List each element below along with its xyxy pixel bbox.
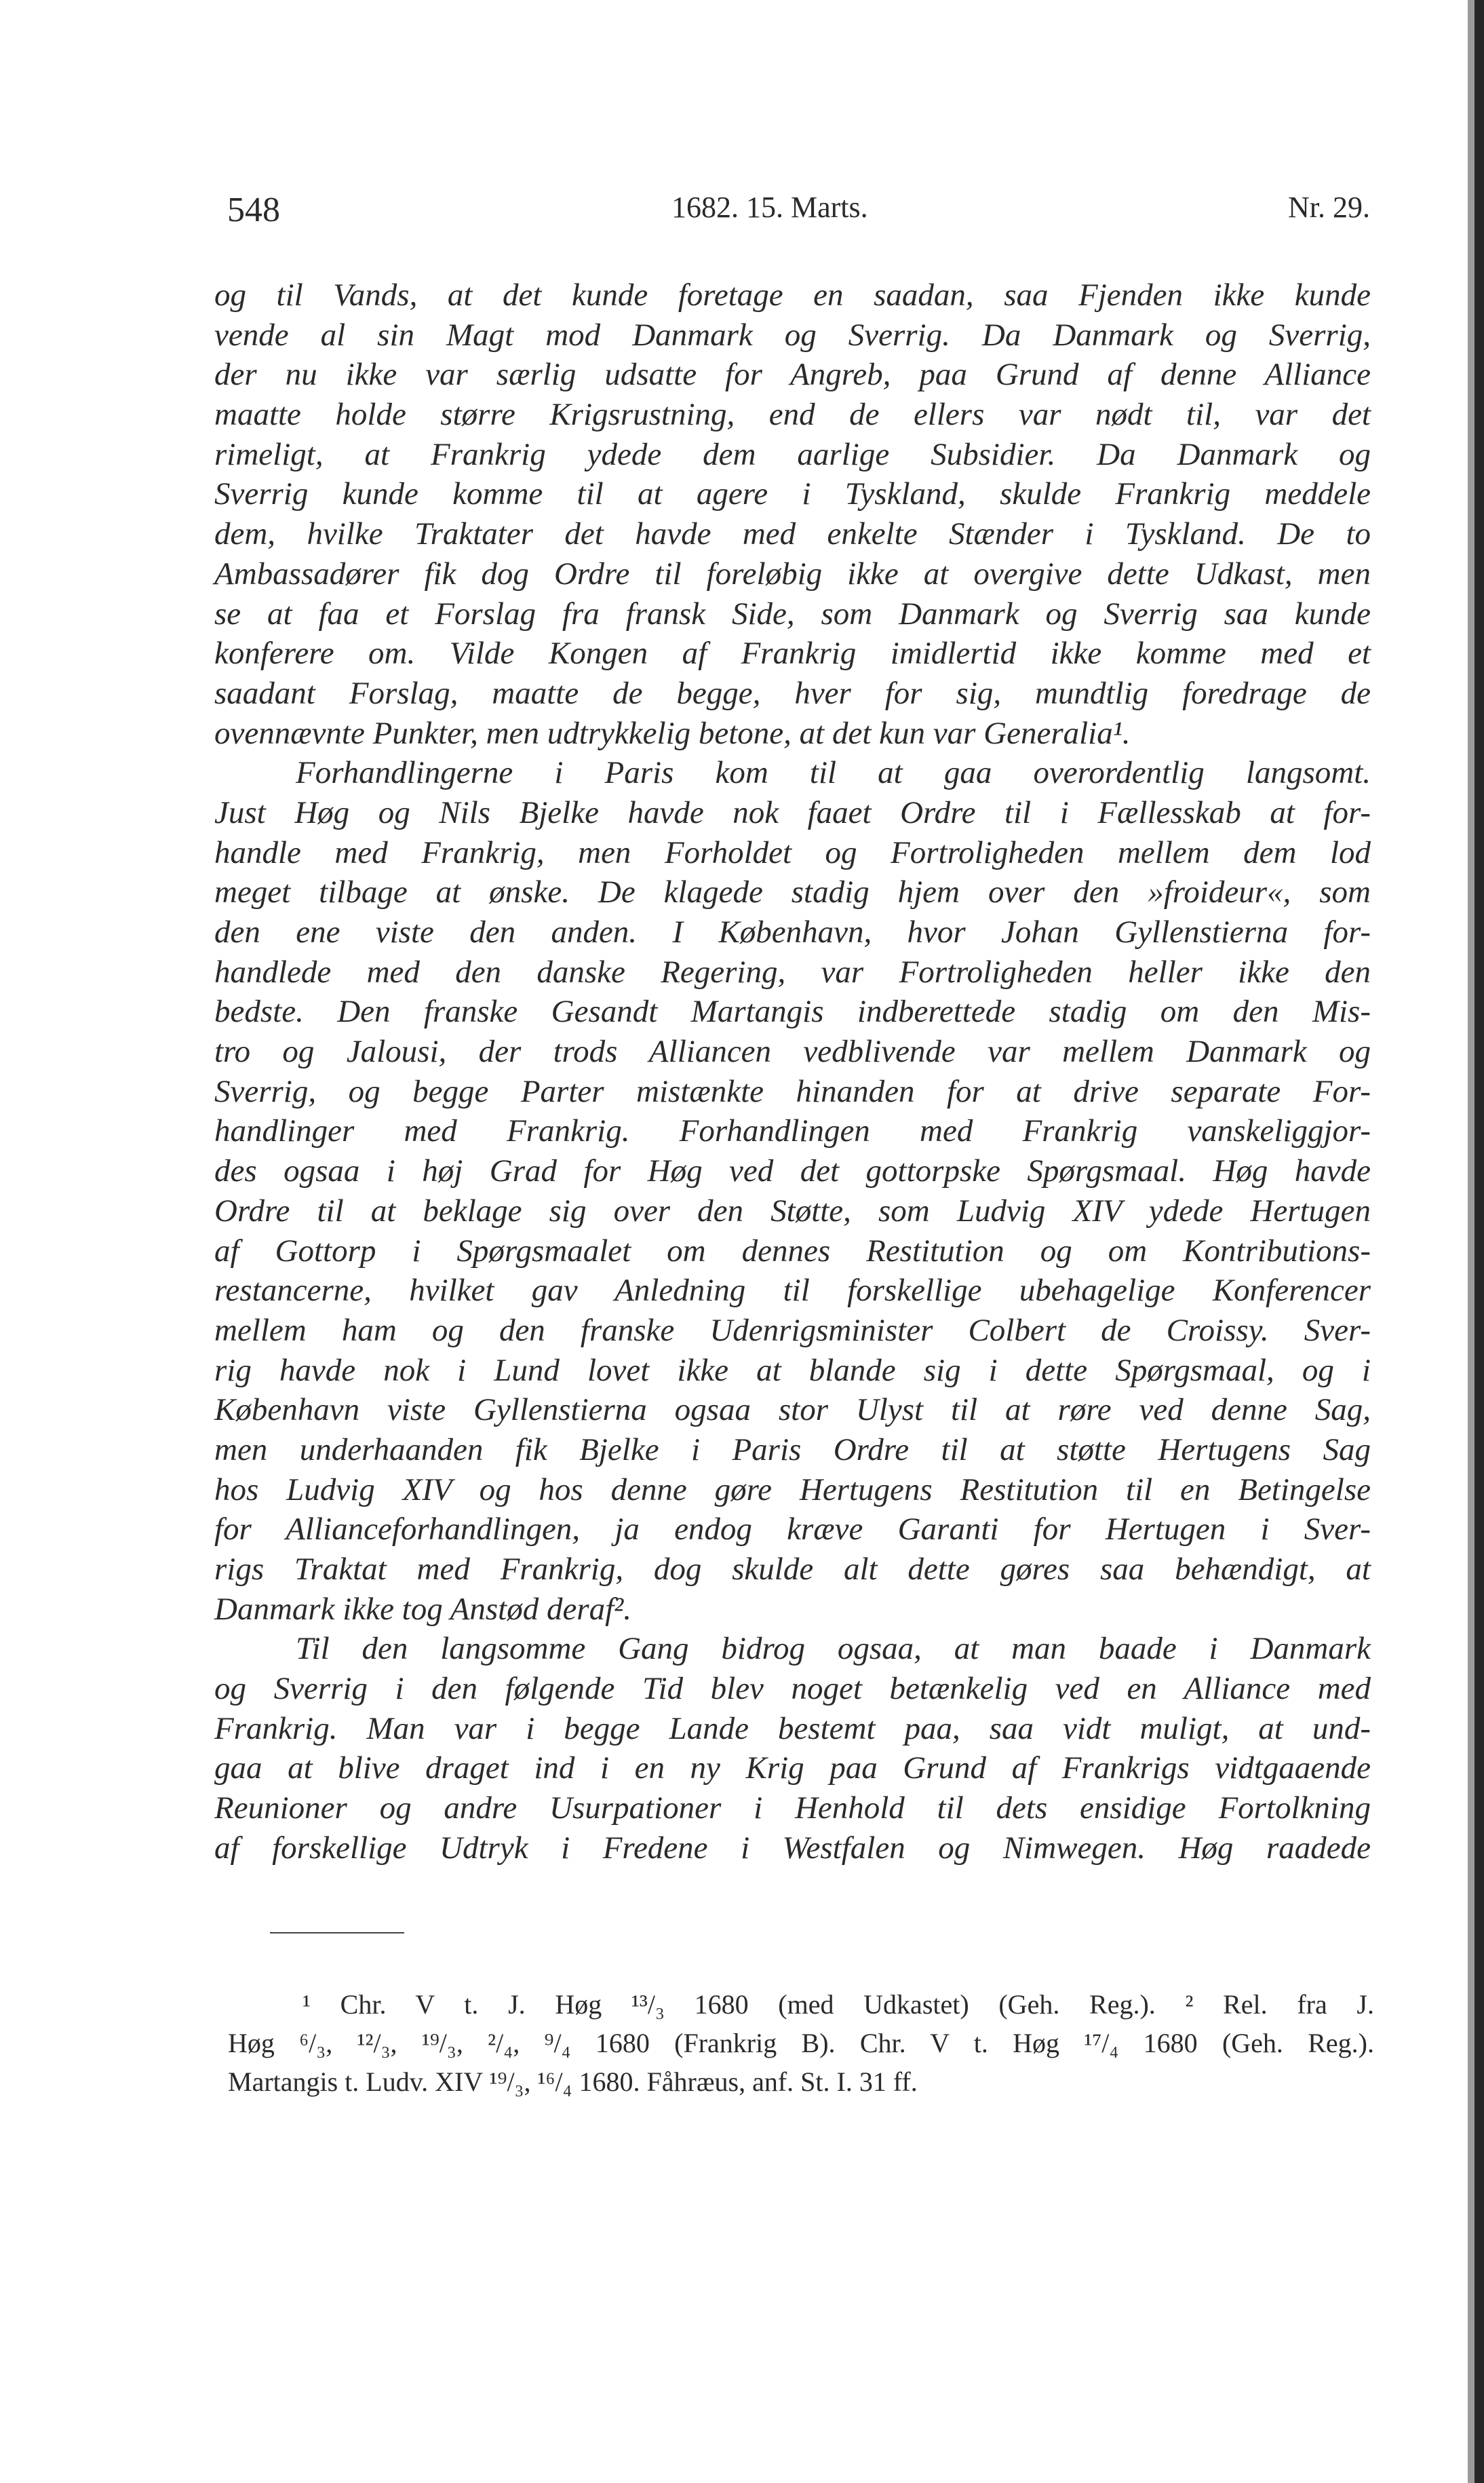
page-edge <box>1475 0 1484 2483</box>
text-line: der nu ikke var særlig udsatte for Angreb, paa Grund af denne Alliance <box>214 357 1371 393</box>
text-line: se at faa et Forslag fra fransk Side, som Danmark og Sverrig saa kunde <box>214 596 1371 632</box>
text-line: Sverrig, og begge Parter mistænkte hinanden for at drive separate For- <box>214 1073 1371 1109</box>
text-line: den ene viste den anden. I København, hvor Johan Gyllenstierna for- <box>214 915 1371 950</box>
text-line: gaa at blive draget ind i en ny Krig paa Grund af Frankrigs vidtgaaende <box>214 1750 1371 1786</box>
body-text <box>214 275 1371 1868</box>
text-line: København viste Gyllenstierna ogsaa stor Ulyst til at røre ved denne Sag, <box>214 1392 1371 1428</box>
text-line: Just Høg og Nils Bjelke havde nok faaet Ordre til i Fællesskab at for- <box>214 794 1371 830</box>
text-line: konferere om. Vilde Kongen af Frankrig imidlertid ikke komme med et <box>214 636 1371 672</box>
page-number: 548 <box>227 191 280 229</box>
text-line: des ogsaa i høj Grad for Høg ved det gottorpske Spørgsmaal. Høg havde <box>214 1153 1371 1189</box>
page-edge-shadow <box>1468 0 1475 2483</box>
text-line: saadant Forslag, maatte de begge, hver for sig, mundtlig foredrage de <box>214 675 1371 711</box>
text-line: Reunioner og andre Usurpationer i Henhold til dets ensidige Fortolkning <box>214 1790 1371 1826</box>
text-line: ovennævnte Punkter, men udtrykkelig betone, at det kun var Generalia¹. <box>214 715 1131 751</box>
text-line: handlinger med Frankrig. Forhandlingen med Frankrig vanskeliggjor- <box>214 1113 1371 1149</box>
footnote-line: ¹ Chr. V t. J. Høg ¹³/₃ 1680 (med Udkastet) (Geh. Reg.). ² Rel. fra J. <box>302 1989 1374 2020</box>
text-line: vende al sin Magt mod Danmark og Sverrig. Da Danmark og Sverrig, <box>214 317 1371 353</box>
text-line: meget tilbage at ønske. De klagede stadig hjem over den »froideur«, som <box>214 874 1371 910</box>
text-line: rimeligt, at Frankrig ydede dem aarlige Subsidier. Da Danmark og <box>214 436 1371 472</box>
text-line: maatte holde større Krigsrustning, end de ellers var nødt til, var det <box>214 397 1371 433</box>
text-line: Danmark ikke tog Anstød deraf². <box>214 1591 631 1627</box>
text-line: dem, hvilke Traktater det havde med enkelte Stænder i Tyskland. De to <box>214 516 1371 552</box>
text-line: af Gottorp i Spørgsmaalet om dennes Restitution og om Kontributions- <box>214 1233 1371 1269</box>
footnote-line: Martangis t. Ludv. XIV ¹⁹/₃, ¹⁶/₄ 1680. Fåhræus, anf. St. I. 31 ff. <box>228 2066 918 2097</box>
text-line: Forhandlingerne i Paris kom til at gaa overordentlig langsomt. <box>296 755 1371 791</box>
footnotes <box>228 1985 1374 2101</box>
text-line: mellem ham og den franske Udenrigsminister Colbert de Croissy. Sver- <box>214 1312 1371 1348</box>
text-line: og Sverrig i den følgende Tid blev noget betænkelig ved en Alliance med <box>214 1671 1371 1707</box>
text-line: restancerne, hvilket gav Anledning til forskellige ubehagelige Konferencer <box>214 1273 1371 1309</box>
footnote-line: Høg ⁶/₃, ¹²/₃, ¹⁹/₃, ²/₄, ⁹/₄ 1680 (Frankrig B). Chr. V t. Høg ¹⁷/₄ 1680 (Geh. Reg.). <box>228 2028 1374 2058</box>
text-line: Ambassadører fik dog Ordre til foreløbig ikke at overgive dette Udkast, men <box>214 556 1371 592</box>
running-header <box>227 190 1370 244</box>
text-line: rig havde nok i Lund lovet ikke at blande sig i dette Spørgsmaal, og i <box>214 1352 1371 1388</box>
text-line: bedste. Den franske Gesandt Martangis indberettede stadig om den Mis- <box>214 994 1371 1030</box>
text-line: af forskellige Udtryk i Fredene i Westfalen og Nimwegen. Høg raadede <box>214 1830 1371 1866</box>
footnote-divider <box>270 1932 404 1933</box>
text-line: hos Ludvig XIV og hos denne gøre Hertugens Restitution til en Betingelse <box>214 1471 1371 1507</box>
text-line: Frankrig. Man var i begge Lande bestemt paa, saa vidt muligt, at und- <box>214 1710 1371 1746</box>
text-line: handle med Frankrig, men Forholdet og Fortroligheden mellem dem lod <box>214 834 1371 870</box>
text-line: rigs Traktat med Frankrig, dog skulde alt dette gøres saa behændigt, at <box>214 1552 1371 1587</box>
document-number: Nr. 29. <box>1288 191 1370 224</box>
text-line: Sverrig kunde komme til at agere i Tyskland, skulde Frankrig meddele <box>214 476 1371 512</box>
text-line: og til Vands, at det kunde foretage en saadan, saa Fjenden ikke kunde <box>214 277 1371 313</box>
text-line: Til den langsomme Gang bidrog ogsaa, at man baade i Danmark <box>296 1631 1371 1667</box>
header-date: 1682. 15. Marts. <box>671 191 868 224</box>
text-line: for Allianceforhandlingen, ja endog kræve Garanti for Hertugen i Sver- <box>214 1512 1371 1547</box>
text-line: Ordre til at beklage sig over den Støtte, som Ludvig XIV ydede Hertugen <box>214 1193 1371 1229</box>
text-line: men underhaanden fik Bjelke i Paris Ordre til at støtte Hertugens Sag <box>214 1431 1371 1467</box>
text-line: handlede med den danske Regering, var Fortroligheden heller ikke den <box>214 954 1371 990</box>
text-line: tro og Jalousi, der trods Alliancen vedblivende var mellem Danmark og <box>214 1034 1371 1070</box>
